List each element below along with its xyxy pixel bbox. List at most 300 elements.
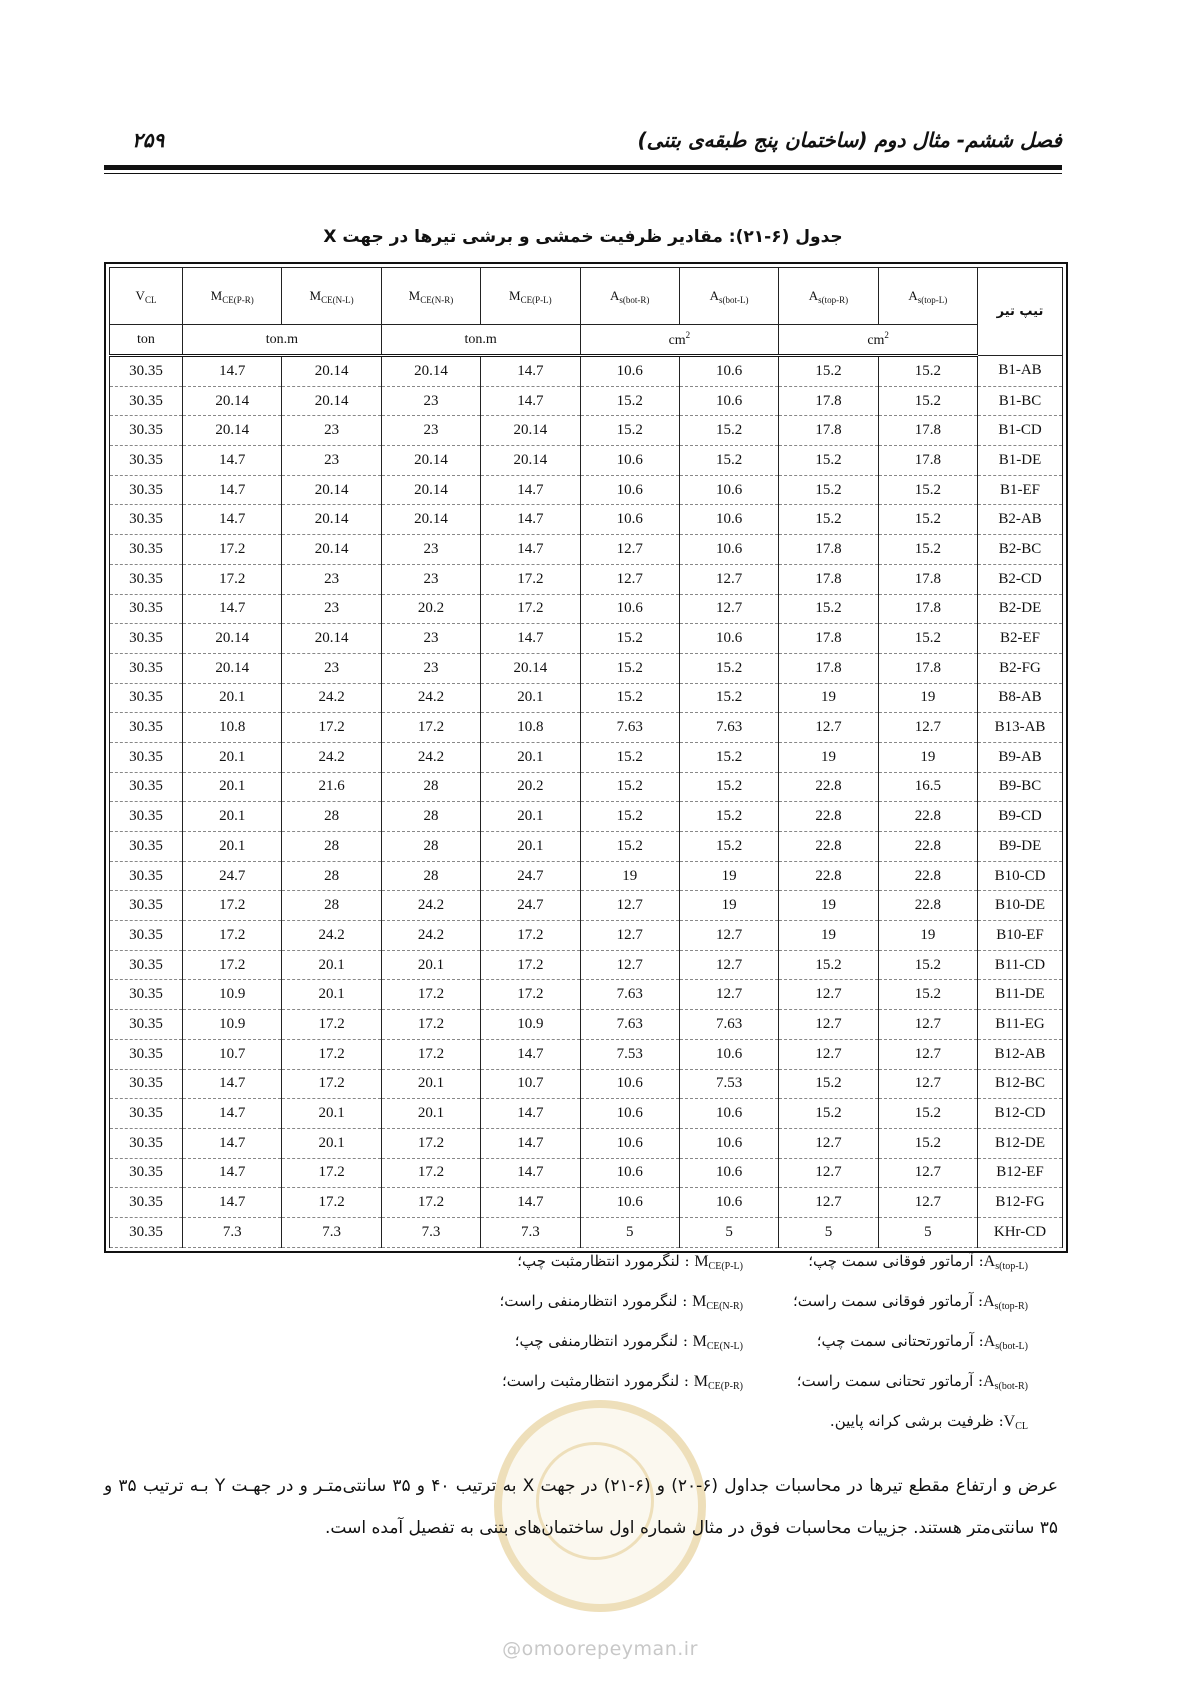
table-row xyxy=(110,891,1063,921)
table-cell: 17.2 xyxy=(481,564,580,594)
table-cell: 12.7 xyxy=(779,1128,878,1158)
table-cell: 15.2 xyxy=(878,505,977,535)
unit-m-2: ton.m xyxy=(183,325,382,356)
table-cell: 19 xyxy=(580,861,679,891)
table-row xyxy=(110,980,1063,1010)
table-cell: 12.7 xyxy=(779,1158,878,1188)
beam-type-cell: B10-EF xyxy=(978,921,1063,951)
table-cell: 24.2 xyxy=(381,891,480,921)
header-beam-type: تیپ تیر xyxy=(978,268,1063,356)
table-cell: 15.2 xyxy=(878,356,977,387)
table-cell: 17.8 xyxy=(779,386,878,416)
table-cell: 10.6 xyxy=(580,1158,679,1188)
table-cell: 30.35 xyxy=(110,921,183,951)
table-row xyxy=(110,1158,1063,1188)
table-cell: 14.7 xyxy=(183,356,282,387)
table-cell: 30.35 xyxy=(110,950,183,980)
table-cell: 14.7 xyxy=(481,356,580,387)
table-cell: 10.6 xyxy=(679,1099,778,1129)
table-cell: 28 xyxy=(282,861,381,891)
table-cell: 12.7 xyxy=(679,594,778,624)
legend-item: $M_{CE(N-L)}$ : لنگرمورد انتظارمنفی چپ؛ xyxy=(514,1332,743,1352)
table-cell: 17.2 xyxy=(282,1010,381,1040)
table-cell: 14.7 xyxy=(481,624,580,654)
table-cell: 20.14 xyxy=(282,475,381,505)
table-body xyxy=(110,356,1063,1248)
table-cell: 12.7 xyxy=(679,980,778,1010)
table-cell: 17.2 xyxy=(183,921,282,951)
table-cell: 30.35 xyxy=(110,505,183,535)
table-cell: 20.1 xyxy=(282,950,381,980)
table-cell: 5 xyxy=(878,1217,977,1247)
table-cell: 30.35 xyxy=(110,624,183,654)
table-cell: 10.8 xyxy=(481,713,580,743)
table-cell: 10.6 xyxy=(580,1188,679,1218)
table-cell: 10.9 xyxy=(481,1010,580,1040)
table-cell: 17.2 xyxy=(481,950,580,980)
table-cell: 15.2 xyxy=(679,832,778,862)
beam-type-cell: B12-EF xyxy=(978,1158,1063,1188)
table-cell: 17.8 xyxy=(779,653,878,683)
header-mce-n-r: $M_{CE(N-R)}$ xyxy=(381,268,480,325)
table-cell: 30.35 xyxy=(110,742,183,772)
table-cell: 30.35 xyxy=(110,861,183,891)
table-cell: 30.35 xyxy=(110,1069,183,1099)
table-cell: 17.8 xyxy=(878,653,977,683)
table-row xyxy=(110,416,1063,446)
header-as-bot-l: $A_{s(bot-L)}$ xyxy=(679,268,778,325)
table-cell: 17.2 xyxy=(282,1188,381,1218)
table-cell: 15.2 xyxy=(779,950,878,980)
beam-type-cell: B12-DE xyxy=(978,1128,1063,1158)
table-cell: 15.2 xyxy=(580,772,679,802)
table-units-row xyxy=(110,325,1063,356)
table-caption: جدول (۶-۲۱): مقادیر ظرفیت خمشی و برشی تیرها در جهت X xyxy=(323,227,843,247)
table-cell: 20.14 xyxy=(183,416,282,446)
table-cell: 12.7 xyxy=(779,1039,878,1069)
table-row xyxy=(110,1128,1063,1158)
table-cell: 30.35 xyxy=(110,356,183,387)
table-cell: 12.7 xyxy=(679,564,778,594)
table-cell: 15.2 xyxy=(878,950,977,980)
table-cell: 30.35 xyxy=(110,653,183,683)
table-cell: 23 xyxy=(381,624,480,654)
table-cell: 17.2 xyxy=(183,950,282,980)
header-mce-n-l: $M_{CE(N-L)}$ xyxy=(282,268,381,325)
table-cell: 24.2 xyxy=(381,683,480,713)
table-cell: 7.3 xyxy=(381,1217,480,1247)
table-cell: 19 xyxy=(779,921,878,951)
legend-item: $M_{CE(P-L)}$ : لنگرمورد انتظارمثبت چپ؛ xyxy=(517,1252,743,1272)
table-cell: 23 xyxy=(282,416,381,446)
table-cell: 15.2 xyxy=(580,653,679,683)
table-cell: 14.7 xyxy=(481,1128,580,1158)
table-cell: 15.2 xyxy=(878,535,977,565)
table-cell: 20.14 xyxy=(381,475,480,505)
legend-item: $V_{CL}$: ظرفیت برشی کرانه پایین. xyxy=(829,1412,1028,1432)
table-cell: 14.7 xyxy=(481,505,580,535)
beam-type-cell: B9-DE xyxy=(978,832,1063,862)
table-cell: 14.7 xyxy=(183,475,282,505)
table-cell: 5 xyxy=(679,1217,778,1247)
table-cell: 10.6 xyxy=(580,1128,679,1158)
table-row xyxy=(110,624,1063,654)
table-cell: 24.2 xyxy=(381,921,480,951)
table-cell: 14.7 xyxy=(481,1188,580,1218)
table-cell: 14.7 xyxy=(481,386,580,416)
table-cell: 30.35 xyxy=(110,980,183,1010)
table-cell: 10.6 xyxy=(580,1099,679,1129)
table-cell: 24.7 xyxy=(183,861,282,891)
table-cell: 30.35 xyxy=(110,832,183,862)
beam-type-cell: B9-CD xyxy=(978,802,1063,832)
table-cell: 15.2 xyxy=(779,505,878,535)
table-cell: 30.35 xyxy=(110,475,183,505)
table-cell: 15.2 xyxy=(878,624,977,654)
table-cell: 15.2 xyxy=(580,683,679,713)
beam-capacity-table xyxy=(109,267,1063,1248)
beam-type-cell: B9-BC xyxy=(978,772,1063,802)
table-cell: 15.2 xyxy=(679,416,778,446)
table-row xyxy=(110,1010,1063,1040)
header-mce-p-r: $M_{CE(P-R)}$ xyxy=(183,268,282,325)
table-cell: 17.2 xyxy=(381,1188,480,1218)
header-rule-thin xyxy=(104,173,1062,174)
table-cell: 17.8 xyxy=(878,446,977,476)
beam-type-cell: KHr-CD xyxy=(978,1217,1063,1247)
table-cell: 12.7 xyxy=(878,1069,977,1099)
beam-type-cell: B8-AB xyxy=(978,683,1063,713)
table-row xyxy=(110,772,1063,802)
table-cell: 17.2 xyxy=(282,1158,381,1188)
table-cell: 28 xyxy=(381,772,480,802)
table-cell: 19 xyxy=(679,861,778,891)
table-cell: 15.2 xyxy=(580,386,679,416)
table-row xyxy=(110,1069,1063,1099)
table-cell: 17.2 xyxy=(282,1069,381,1099)
table-cell: 30.35 xyxy=(110,535,183,565)
table-cell: 15.2 xyxy=(580,742,679,772)
table-cell: 17.8 xyxy=(878,564,977,594)
table-row xyxy=(110,1099,1063,1129)
table-cell: 10.6 xyxy=(679,535,778,565)
table-cell: 12.7 xyxy=(580,535,679,565)
table-cell: 12.7 xyxy=(779,980,878,1010)
table-cell: 19 xyxy=(679,891,778,921)
table-cell: 14.7 xyxy=(481,535,580,565)
table-cell: 30.35 xyxy=(110,683,183,713)
table-cell: 23 xyxy=(381,564,480,594)
table-cell: 10.6 xyxy=(679,356,778,387)
table-cell: 30.35 xyxy=(110,564,183,594)
table-cell: 10.6 xyxy=(580,446,679,476)
table-cell: 14.7 xyxy=(481,475,580,505)
table-row xyxy=(110,475,1063,505)
table-cell: 10.6 xyxy=(580,505,679,535)
table-cell: 10.6 xyxy=(679,1188,778,1218)
table-cell: 20.14 xyxy=(282,386,381,416)
table-cell: 12.7 xyxy=(878,1158,977,1188)
table-cell: 20.14 xyxy=(481,416,580,446)
header-as-top-r: $A_{s(top-R)}$ xyxy=(779,268,878,325)
table-cell: 15.2 xyxy=(779,356,878,387)
table-cell: 15.2 xyxy=(779,475,878,505)
header-as-bot-r: $A_{s(bot-R)}$ xyxy=(580,268,679,325)
table-cell: 17.2 xyxy=(183,564,282,594)
page-number: ۲۵۹ xyxy=(132,128,165,152)
table-cell: 12.7 xyxy=(878,713,977,743)
table-cell: 24.2 xyxy=(282,921,381,951)
table-cell: 15.2 xyxy=(679,802,778,832)
unit-as-bot: $cm^2$ xyxy=(580,325,779,356)
table-cell: 15.2 xyxy=(779,446,878,476)
table-cell: 7.3 xyxy=(481,1217,580,1247)
table-row xyxy=(110,594,1063,624)
beam-type-cell: B12-FG xyxy=(978,1188,1063,1218)
table-cell: 19 xyxy=(878,742,977,772)
table-cell: 17.2 xyxy=(381,980,480,1010)
table-cell: 12.7 xyxy=(679,921,778,951)
table-cell: 22.8 xyxy=(779,772,878,802)
beam-type-cell: B1-DE xyxy=(978,446,1063,476)
table-row xyxy=(110,950,1063,980)
table-cell: 20.1 xyxy=(481,832,580,862)
table-cell: 20.1 xyxy=(481,683,580,713)
table-cell: 17.2 xyxy=(381,1128,480,1158)
table-cell: 10.6 xyxy=(679,1039,778,1069)
table-cell: 15.2 xyxy=(580,624,679,654)
table-cell: 30.35 xyxy=(110,1010,183,1040)
table-cell: 14.7 xyxy=(183,1099,282,1129)
table-cell: 22.8 xyxy=(779,802,878,832)
table-cell: 15.2 xyxy=(878,386,977,416)
unit-m-1: ton.m xyxy=(381,325,580,356)
table-cell: 20.14 xyxy=(481,446,580,476)
table-cell: 20.2 xyxy=(381,594,480,624)
legend-item: $A_{s(top-R)}$: آرماتور فوقانی سمت راست؛ xyxy=(793,1292,1028,1312)
legend-item: $M_{CE(P-R)}$ : لنگرمورد انتظارمثبت راست؛ xyxy=(501,1372,743,1392)
table-cell: 28 xyxy=(282,832,381,862)
table-cell: 15.2 xyxy=(878,1128,977,1158)
table-cell: 10.6 xyxy=(679,1128,778,1158)
header-vcl: $V_{CL}$ xyxy=(110,268,183,325)
table-cell: 17.2 xyxy=(282,1039,381,1069)
table-cell: 30.35 xyxy=(110,1128,183,1158)
table-cell: 7.63 xyxy=(580,713,679,743)
table-cell: 10.6 xyxy=(679,386,778,416)
beam-type-cell: B2-EF xyxy=(978,624,1063,654)
table-row xyxy=(110,535,1063,565)
beam-type-cell: B10-DE xyxy=(978,891,1063,921)
table-cell: 15.2 xyxy=(580,802,679,832)
table-cell: 10.6 xyxy=(679,475,778,505)
table-cell: 17.2 xyxy=(381,713,480,743)
table-cell: 15.2 xyxy=(679,742,778,772)
beam-type-cell: B1-AB xyxy=(978,356,1063,387)
table-cell: 30.35 xyxy=(110,594,183,624)
table-cell: 14.7 xyxy=(481,1158,580,1188)
table-cell: 23 xyxy=(381,535,480,565)
table-cell: 28 xyxy=(282,891,381,921)
table-cell: 12.7 xyxy=(779,713,878,743)
table-cell: 17.2 xyxy=(183,535,282,565)
table-cell: 15.2 xyxy=(580,832,679,862)
table-cell: 15.2 xyxy=(779,1069,878,1099)
table-cell: 21.6 xyxy=(282,772,381,802)
table-cell: 10.6 xyxy=(679,624,778,654)
table-cell: 14.7 xyxy=(183,1188,282,1218)
table-cell: 12.7 xyxy=(580,950,679,980)
legend-item: $A_{s(bot-R)}$: آرماتور تحتانی سمت راست؛ xyxy=(796,1372,1028,1392)
table-row xyxy=(110,446,1063,476)
table-cell: 15.2 xyxy=(878,475,977,505)
table-cell: 14.7 xyxy=(183,594,282,624)
beam-type-cell: B11-DE xyxy=(978,980,1063,1010)
beam-type-cell: B1-BC xyxy=(978,386,1063,416)
table-cell: 24.2 xyxy=(282,742,381,772)
table-row xyxy=(110,1039,1063,1069)
table-cell: 23 xyxy=(282,653,381,683)
table-row xyxy=(110,505,1063,535)
table-cell: 23 xyxy=(381,386,480,416)
table-cell: 10.9 xyxy=(183,980,282,1010)
table-cell: 14.7 xyxy=(183,1128,282,1158)
table-cell: 24.2 xyxy=(381,742,480,772)
table-cell: 28 xyxy=(381,832,480,862)
table-cell: 19 xyxy=(878,921,977,951)
table-cell: 30.35 xyxy=(110,891,183,921)
table-cell: 20.1 xyxy=(183,683,282,713)
table-cell: 20.14 xyxy=(282,505,381,535)
beam-type-cell: B11-CD xyxy=(978,950,1063,980)
table-cell: 17.2 xyxy=(282,713,381,743)
table-cell: 24.7 xyxy=(481,861,580,891)
beam-type-cell: B2-CD xyxy=(978,564,1063,594)
table-cell: 22.8 xyxy=(878,861,977,891)
body-paragraph: عرض و ارتفاع مقطع تیرها در محاسبات جداول (۶-۲۰) و (۶-۲۱) در جهت X به ترتیب ۴۰ و ۳۵ سانتی‌متـر و در جهـت Y بـه ترتیب ۳۵ و ۳۵ سانتی‌متر هستند. جزییات محاسبات فوق در مثال شماره اول ساختمان‌های بتنی به تفصیل آمده است. xyxy=(104,1476,1058,1538)
table-header-row xyxy=(110,268,1063,325)
table-cell: 20.14 xyxy=(183,653,282,683)
table-cell: 22.8 xyxy=(878,891,977,921)
table-cell: 12.7 xyxy=(779,1188,878,1218)
table-cell: 23 xyxy=(381,653,480,683)
table-cell: 15.2 xyxy=(679,683,778,713)
table-cell: 14.7 xyxy=(481,1099,580,1129)
header-mce-p-l: $M_{CE(P-L)}$ xyxy=(481,268,580,325)
table-cell: 17.8 xyxy=(779,624,878,654)
table-cell: 7.53 xyxy=(679,1069,778,1099)
watermark-text: @omoorepeyman.ir xyxy=(502,1638,698,1660)
legend-row xyxy=(104,1332,1028,1372)
table-cell: 15.2 xyxy=(779,594,878,624)
table-cell: 30.35 xyxy=(110,1217,183,1247)
table-cell: 12.7 xyxy=(580,891,679,921)
table-cell: 10.7 xyxy=(481,1069,580,1099)
page-header xyxy=(104,120,1062,156)
table-cell: 28 xyxy=(381,802,480,832)
table-row xyxy=(110,653,1063,683)
table-cell: 22.8 xyxy=(878,832,977,862)
table-cell: 12.7 xyxy=(878,1039,977,1069)
table-cell: 17.2 xyxy=(381,1158,480,1188)
table-cell: 20.1 xyxy=(282,1099,381,1129)
table-cell: 5 xyxy=(580,1217,679,1247)
table-cell: 19 xyxy=(878,683,977,713)
table-cell: 20.1 xyxy=(183,802,282,832)
table-cell: 19 xyxy=(779,683,878,713)
table-cell: 14.7 xyxy=(183,446,282,476)
table-frame xyxy=(104,262,1068,1253)
table-cell: 14.7 xyxy=(183,1069,282,1099)
table-cell: 15.2 xyxy=(878,980,977,1010)
table-cell: 14.7 xyxy=(481,1039,580,1069)
table-cell: 12.7 xyxy=(779,1010,878,1040)
header-rule-thick xyxy=(104,165,1062,170)
table-cell: 22.8 xyxy=(779,861,878,891)
beam-type-cell: B1-CD xyxy=(978,416,1063,446)
table-cell: 16.5 xyxy=(878,772,977,802)
beam-type-cell: B1-EF xyxy=(978,475,1063,505)
table-cell: 20.1 xyxy=(481,742,580,772)
table-cell: 5 xyxy=(779,1217,878,1247)
beam-type-cell: B11-EG xyxy=(978,1010,1063,1040)
table-cell: 10.7 xyxy=(183,1039,282,1069)
table-cell: 15.2 xyxy=(679,446,778,476)
table-row xyxy=(110,356,1063,387)
table-cell: 30.35 xyxy=(110,802,183,832)
header-as-top-l: $A_{s(top-L)}$ xyxy=(878,268,977,325)
table-cell: 15.2 xyxy=(878,1099,977,1129)
table-cell: 20.14 xyxy=(282,624,381,654)
table-cell: 20.1 xyxy=(282,1128,381,1158)
table-cell: 20.1 xyxy=(183,772,282,802)
table-cell: 20.14 xyxy=(282,356,381,387)
table-cell: 20.2 xyxy=(481,772,580,802)
table-cell: 17.2 xyxy=(481,594,580,624)
beam-type-cell: B12-CD xyxy=(978,1099,1063,1129)
table-cell: 30.35 xyxy=(110,386,183,416)
table-cell: 7.63 xyxy=(580,1010,679,1040)
table-cell: 17.2 xyxy=(381,1039,480,1069)
table-cell: 20.1 xyxy=(183,742,282,772)
table-cell: 17.8 xyxy=(779,535,878,565)
table-cell: 23 xyxy=(282,446,381,476)
table-row xyxy=(110,921,1063,951)
table-cell: 17.2 xyxy=(481,921,580,951)
table-cell: 22.8 xyxy=(779,832,878,862)
table-row xyxy=(110,386,1063,416)
table-cell: 17.8 xyxy=(779,416,878,446)
beam-type-cell: B9-AB xyxy=(978,742,1063,772)
table-row xyxy=(110,742,1063,772)
table-cell: 17.8 xyxy=(878,416,977,446)
table-cell: 10.6 xyxy=(580,475,679,505)
beam-type-cell: B2-BC xyxy=(978,535,1063,565)
table-cell: 28 xyxy=(381,861,480,891)
table-cell: 10.6 xyxy=(679,1158,778,1188)
table-row xyxy=(110,1217,1063,1247)
table-cell: 17.8 xyxy=(878,594,977,624)
table-cell: 20.1 xyxy=(381,1069,480,1099)
table-cell: 30.35 xyxy=(110,1039,183,1069)
table-cell: 7.3 xyxy=(282,1217,381,1247)
table-cell: 30.35 xyxy=(110,1188,183,1218)
table-cell: 7.63 xyxy=(679,1010,778,1040)
table-cell: 30.35 xyxy=(110,1158,183,1188)
table-cell: 20.14 xyxy=(381,356,480,387)
table-cell: 30.35 xyxy=(110,772,183,802)
table-cell: 20.1 xyxy=(183,832,282,862)
